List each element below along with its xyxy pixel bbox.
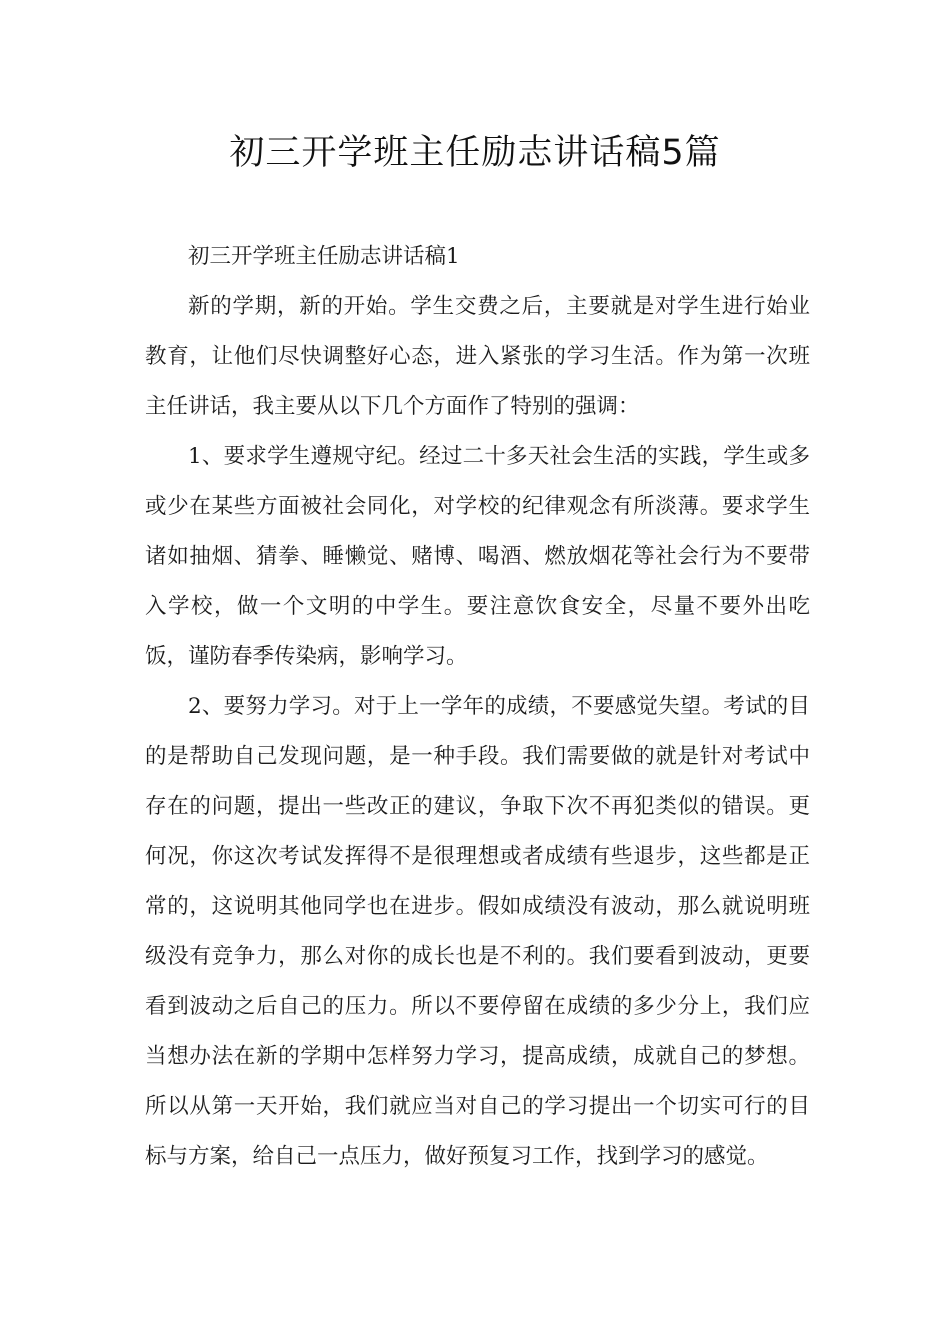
paragraph-point-1: 1、要求学生遵规守纪。经过二十多天社会生活的实践，学生或多或少在某些方面被社会同化，对学校的纪律观念有所淡薄。要求学生诸如抽烟、猜拳、睡懒觉、赌博、喝酒、燃放烟花等社会行为不要带入学校，做一个文明的中学生。要注意饮食安全，尽量不要外出吃饭，谨防春季传染病，影响学习。	[145, 444, 810, 669]
paragraph-intro: 新的学期，新的开始。学生交费之后，主要就是对学生进行始业教育，让他们尽快调整好心态，进入紧张的学习生活。作为第一次班主任讲话，我主要从以下几个方面作了特别的强调：	[145, 294, 810, 419]
document-title: 初三开学班主任励志讲话稿5篇	[229, 133, 721, 173]
section-heading: 初三开学班主任励志讲话稿1	[188, 244, 460, 269]
paragraph-point-2: 2、要努力学习。对于上一学年的成绩，不要感觉失望。考试的目的是帮助自己发现问题，是一种手段。我们需要做的就是针对考试中存在的问题，提出一些改正的建议，争取下次不再犯类似的错误。更何况，你这次考试发挥得不是很理想或者成绩有些退步，这些都是正常的，这说明其他同学也在进步。假如成绩没有波动，那么就说明班级没有竞争力，那么对你的成长也是不利的。我们要看到波动，更要看到波动之后自己的压力。所以不要停留在成绩的多少分上，我们应当想办法在新的学期中怎样努力学习，提高成绩，成就自己的梦想。所以从第一天开始，我们就应当对自己的学习提出一个切实可行的目标与方案，给自己一点压力，做好预复习工作，找到学习的感觉。	[145, 694, 810, 1169]
document-body	[145, 232, 810, 1182]
